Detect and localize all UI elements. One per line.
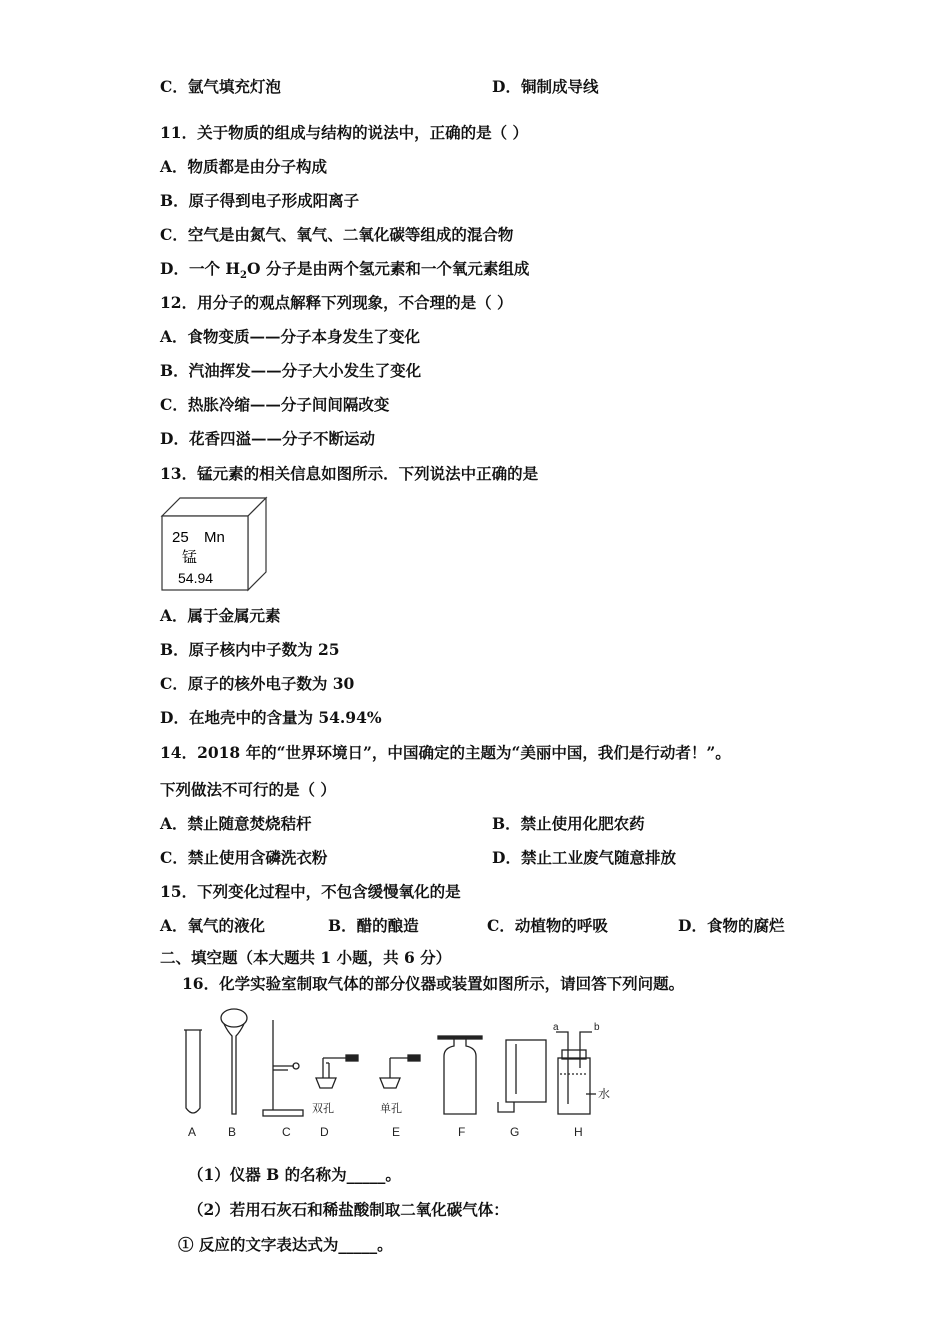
q14-stem-2: 下列做法不可行的是（ ） (160, 780, 336, 799)
element-symbol: Mn (204, 529, 225, 546)
label-h: H (574, 1125, 583, 1139)
q10-option-d: D．铜制成导线 (492, 77, 599, 96)
q16-stem: 16．化学实验室制取气体的部分仪器或装置如图所示，请回答下列问题。 (182, 974, 685, 993)
apparatus-d-two-hole-stopper (316, 1055, 358, 1088)
label-f: F (458, 1125, 466, 1139)
element-name: 锰 (182, 549, 198, 566)
q12-stem: 12．用分子的观点解释下列现象，不合理的是（ ） (160, 293, 513, 312)
d-note: 双孔 (312, 1103, 334, 1115)
q15-stem: 15．下列变化过程中，不包含缓慢氧化的是 (160, 882, 461, 901)
q14-option-c: C．禁止使用含磷洗衣粉 (160, 848, 328, 867)
q13-option-d: D．在地壳中的含量为 54.94% (160, 708, 382, 727)
apparatus-g-trough (498, 1040, 546, 1112)
h-port-a: a (553, 1022, 559, 1033)
q14-option-a: A．禁止随意焚烧秸杆 (160, 814, 312, 833)
q13-option-c: C．原子的核外电子数为 30 (160, 674, 355, 693)
q16-part-1: （1）仪器 B 的名称为_____。 (188, 1165, 401, 1184)
apparatus-h-wash-bottle (556, 1032, 596, 1114)
q15-option-d: D．食物的腐烂 (678, 916, 785, 935)
h-water-label: 水 (598, 1087, 611, 1101)
apparatus-e-one-hole-stopper (380, 1055, 420, 1088)
apparatus-b-funnel (221, 1009, 247, 1114)
label-g: G (510, 1125, 520, 1139)
q13-option-a: A．属于金属元素 (160, 606, 281, 625)
apparatus-a-test-tube (184, 1030, 202, 1113)
q12-option-c: C．热胀冷缩——分子间间隔改变 (160, 395, 390, 414)
q11-option-b: B．原子得到电子形成阳离子 (160, 191, 360, 210)
q12-option-d: D．花香四溢——分子不断运动 (160, 429, 375, 448)
q13-option-b: B．原子核内中子数为 25 (160, 640, 340, 659)
q11-stem: 11．关于物质的组成与结构的说法中，正确的是（ ） (160, 123, 528, 142)
q15-option-b: B．醋的酿造 (328, 916, 419, 935)
element-card-figure (158, 494, 270, 592)
label-b: B (228, 1125, 237, 1139)
q14-option-b: B．禁止使用化肥农药 (492, 814, 645, 833)
apparatus-f-gas-bottle (438, 1036, 482, 1114)
label-d: D (320, 1125, 329, 1139)
element-atomic-mass: 54.94 (178, 570, 214, 586)
q12-option-a: A．食物变质——分子本身发生了变化 (160, 327, 421, 346)
q12-option-b: B．汽油挥发——分子大小发生了变化 (160, 361, 422, 380)
element-atomic-number: 25 (172, 529, 189, 546)
section-2-heading: 二、填空题（本大题共 1 小题，共 6 分） (160, 948, 452, 967)
q16-part-2-1: ① 反应的文字表达式为_____。 (178, 1235, 393, 1254)
label-e: E (392, 1125, 401, 1139)
label-c: C (282, 1125, 291, 1139)
q10-option-c: C．氩气填充灯泡 (160, 77, 281, 96)
e-note: 单孔 (380, 1103, 402, 1115)
q11-option-d: D．一个 $H_2O$ 分子是由两个氢元素和一个氧元素组成 (160, 259, 530, 282)
q13-stem: 13．锰元素的相关信息如图所示．下列说法中正确的是 (160, 464, 539, 483)
h-port-b: b (594, 1022, 600, 1033)
q11-option-a: A．物质都是由分子构成 (160, 157, 328, 176)
q14-stem: 14．2018 年的“世界环境日”，中国确定的主题为“美丽中国，我们是行动者！”。 (160, 743, 731, 762)
q11-option-c: C．空气是由氮气、氧气、二氧化碳等组成的混合物 (160, 225, 514, 244)
q16-part-2: （2）若用石灰石和稀盐酸制取二氧化碳气体： (188, 1200, 509, 1219)
q14-option-d: D．禁止工业废气随意排放 (492, 848, 676, 867)
apparatus-c-iron-stand (263, 1020, 303, 1116)
apparatus-figure (176, 1008, 626, 1143)
label-a: A (188, 1125, 197, 1139)
q15-option-a: A．氧气的液化 (160, 916, 266, 935)
q15-option-c: C．动植物的呼吸 (487, 916, 608, 935)
